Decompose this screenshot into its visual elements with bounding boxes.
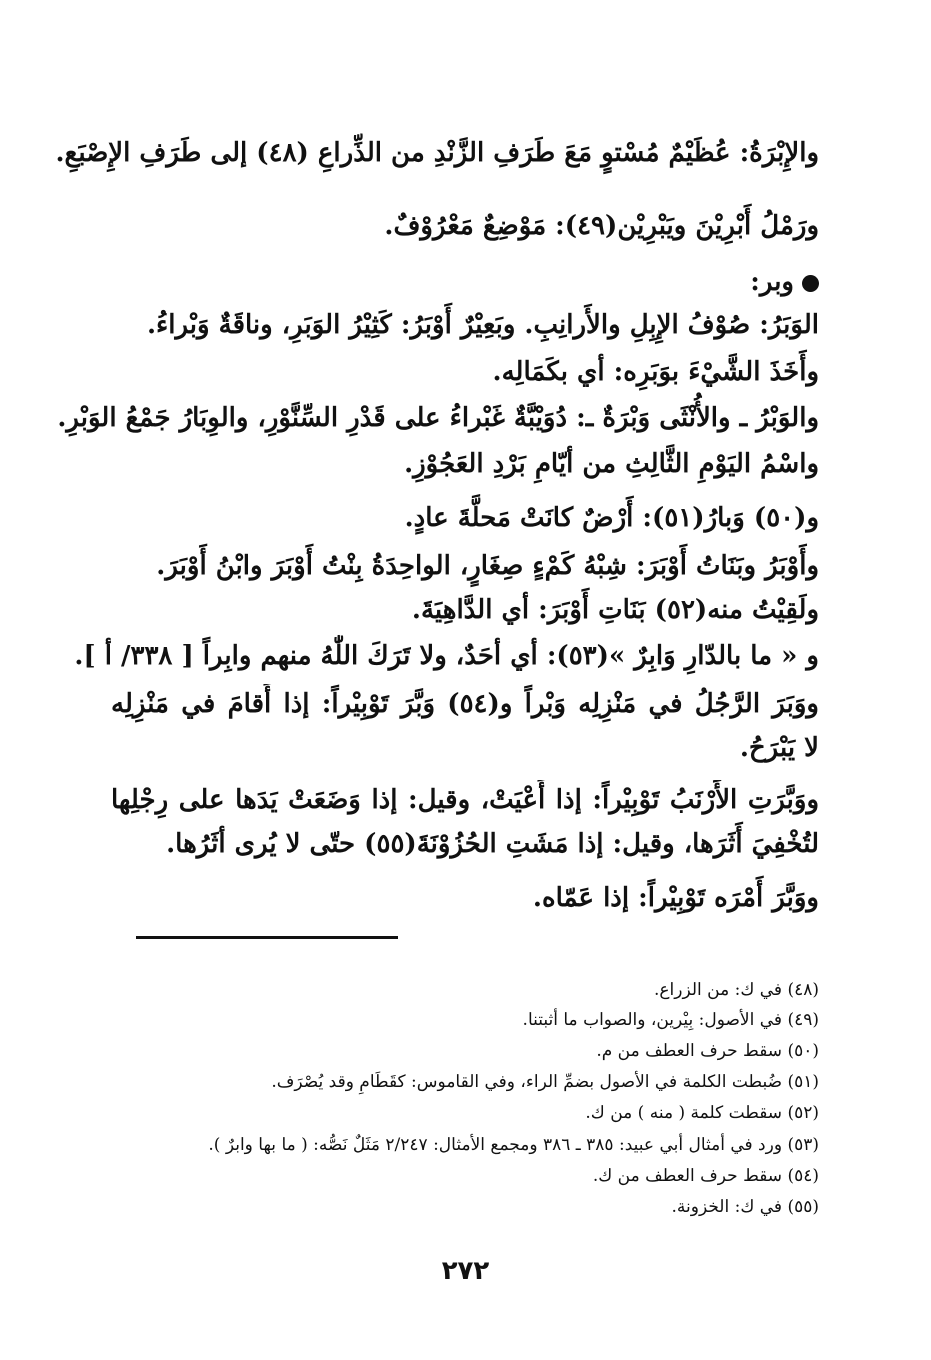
text-line-11: و « ما بالدّارِ وَابِرٌ »(٥٣): أي أحَدٌ، ولا تَرَكَ اللّٰهُ منهم وابِراً [ ٣٣٨/ أ ]. <box>74 641 819 671</box>
section-heading <box>111 262 819 302</box>
text-line-12: ووَبَرَ الرَّجُلُ في مَنْزِلِه وَبْراً و(٥٤) وَبَّرَ تَوْبِيْراً: إذا أَقامَ في مَنْزِلِه <box>111 689 819 719</box>
text-line-13: لا يَبْرَحُ. <box>739 733 819 763</box>
text-line-5: وأَخَذَ الشَّيْءَ بوَبَرِه: أي بكَمَالِه. <box>492 357 819 387</box>
main-text <box>55 0 819 930</box>
text-line-10: ولَقِيْتُ منه(٥٢) بَنَاتِ أَوْبَرَ: أي الدَّاهِيَةَ. <box>411 595 819 625</box>
text-line-8: و(٥٠) وَبارُ(٥١): أَرْضٌ كانَتْ مَحلَّةَ عادٍ. <box>404 503 819 533</box>
footnote-55: (٥٥) في ك: الخزونة. <box>671 1197 819 1217</box>
text-line-15: لتُخْفِيَ أَثَرَها، وقيل: إذا مَشَتِ الحُزُوْنَةَ(٥٥) حتّى لا يُرى أثَرُها. <box>166 829 819 859</box>
text-line-2: ورَمْلُ أَبْرِيْنَ ويَبْرِيْن(٤٩): مَوْضِعٌ مَعْرُوْفٌ. <box>384 211 819 241</box>
footnote-separator <box>136 936 398 939</box>
footnote-50: (٥٠) سقط حرف العطف من م. <box>596 1041 819 1061</box>
footnote-53: (٥٣) ورد في أمثال أبي عبيد: ٣٨٥ ـ ٣٨٦ ومجمع الأمثال: ٢/٢٤٧ مَثَلٌ نَصُّه: ( ما بها وابرٌ ). <box>208 1135 819 1155</box>
footnote-49: (٤٩) في الأصول: بِيْرين، والصواب ما أثبتنا. <box>522 1010 819 1030</box>
footnote-48: (٤٨) في ك: من الزراع. <box>654 980 819 1000</box>
text-line-9: وأَوْبَرُ وبَنَاتُ أَوْبَرَ: شِبْهُ كَمْءٍ صِغَارٍ، الواحِدَةُ بِنْتُ أَوْبَرَ وابْنُ أَوْبَرَ. <box>156 551 819 581</box>
text-line-6: والوَبْرُ ـ والأُنْثَى وَبْرَةٌ ـ: دُوَيْبَّةٌ غَبْراءُ على قَدْرِ السِّنَّوْرِ، والوِبَارُ جَمْعُ الوَبْرِ. <box>57 403 819 433</box>
page-number: ٢٧٢ <box>441 1256 490 1286</box>
text-line-16: ووَبَّرَ أَمْرَه تَوْبِيْراً: إذا عَمّاه. <box>532 883 819 913</box>
section-heading-label: وبر: <box>750 267 794 297</box>
bullet-icon <box>802 275 819 292</box>
footnote-51: (٥١) ضُبطت الكلمة في الأصول بضمِّ الراء، وفي القاموس: كقَطَامِ وقد يُصْرَف. <box>271 1072 819 1092</box>
text-line-4: الوَبَرُ: صُوْفُ الإِبِلِ والأَرانِبِ. وبَعِيْرٌ أَوْبَرُ: كَثِيْرُ الوَبَرِ، وناقَةٌ وَبْراءُ. <box>146 310 819 340</box>
text-line-14: ووَبَّرَتِ الأَرْنَبُ تَوْبِيْراً: إذا أَعْيَتْ، وقيل: إذا وَضَعَتْ يَدَها على رِجْلِها <box>111 785 819 815</box>
footnote-54: (٥٤) سقط حرف العطف من ك. <box>592 1166 819 1186</box>
footnote-52: (٥٢) سقطت كلمة ( منه ) من ك. <box>585 1103 819 1123</box>
text-line-1: والإِبْرَةُ: عُظَيْمٌ مُسْتوٍ مَعَ طَرَفِ الزَّنْدِ من الذِّراعِ (٤٨) إلى طَرَفِ الإِصْبَعِ. <box>55 138 819 168</box>
text-line-7: واسْمُ اليَوْمِ الثَّالِثِ من أيّامِ بَرْدِ العَجُوْزِ. <box>404 449 819 479</box>
